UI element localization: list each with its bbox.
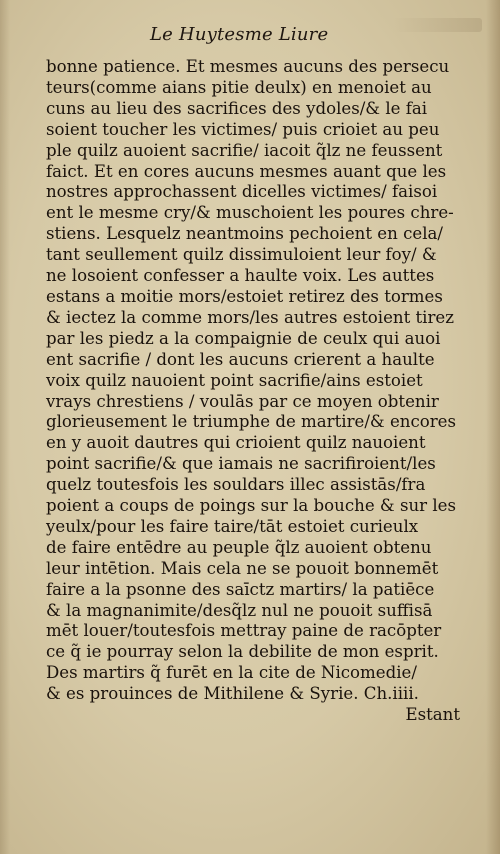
text-line: nostres approchassent dicelles victimes/ faisoi bbox=[46, 182, 438, 202]
text-line: ent sacrifie / dont les aucuns crierent a haulte bbox=[46, 349, 435, 369]
text-line: de faire entēdre au peuple q̃lz auoient obtenu bbox=[46, 537, 432, 557]
running-head: Le Huytesme Liure bbox=[150, 24, 329, 45]
text-line: & iectez la comme mors/les autres estoient tirez bbox=[46, 307, 454, 327]
chapter-heading-line: & es prouinces de Mithilene & Syrie. Ch.iiii. bbox=[46, 684, 419, 704]
text-line: par les piedz a la compaignie de ceulx qui auoi bbox=[46, 328, 441, 348]
body-text bbox=[46, 57, 466, 726]
text-line: ple quilz auoient sacrifie/ iacoit q̃lz ne feussent bbox=[46, 140, 443, 160]
text-line: point sacrifie/& que iamais ne sacrifiroient/les bbox=[46, 454, 436, 474]
text-line: voix quilz nauoient point sacrifie/ains estoiet bbox=[46, 370, 423, 390]
text-line: faire a la psonne des saīctz martirs/ la patiēce bbox=[46, 579, 435, 599]
text-line: tant seullement quilz dissimuloient leur foy/ & bbox=[46, 245, 437, 265]
catchword: Estant bbox=[405, 705, 460, 725]
text-line: faict. Et en cores aucuns mesmes auant que les bbox=[46, 161, 447, 181]
text-line: quelz toutesfois les souldars illec assistās/fra bbox=[46, 475, 426, 495]
text-line: glorieusement le triumphe de martire/& encores bbox=[46, 412, 457, 432]
text-line: leur intētion. Mais cela ne se pouoit bonnemēt bbox=[46, 558, 439, 578]
text-line: ce q̃ ie pourray selon la debilite de mon esprit. bbox=[46, 642, 439, 662]
text-line: mēt louer/toutesfois mettray paine de racōpter bbox=[46, 621, 442, 641]
text-line: estans a moitie mors/estoiet retirez des tormes bbox=[46, 286, 443, 306]
text-line: stiens. Lesquelz neantmoins pechoient en cela/ bbox=[46, 224, 443, 244]
bleed-through-mark bbox=[392, 18, 482, 32]
text-line: ent le mesme cry/& muschoient les poures chre- bbox=[46, 203, 454, 223]
text-line: en y auoit dautres qui crioient quilz nauoient bbox=[46, 433, 426, 453]
text-line: cuns au lieu des sacrifices des ydoles/& le fai bbox=[46, 98, 428, 118]
text-line: bonne patience. Et mesmes aucuns des persecu bbox=[46, 57, 450, 76]
chapter-heading-line: Des martirs q̃ furēt en la cite de Nicomedie/ bbox=[46, 663, 417, 683]
page-gutter-shadow bbox=[0, 0, 10, 854]
text-line: teurs(comme aians pitie deulx) en menoiet au bbox=[46, 77, 432, 97]
text-line: vrays chrestiens / voulās par ce moyen obtenir bbox=[46, 391, 439, 411]
text-line: ne losoient confesser a haulte voix. Les auttes bbox=[46, 266, 435, 286]
page-edge-shadow bbox=[486, 0, 500, 854]
text-line: yeulx/pour les faire taire/tāt estoiet curieulx bbox=[46, 516, 419, 536]
text-line: poient a coups de poings sur la bouche & sur les bbox=[46, 496, 457, 516]
text-line: & la magnanimite/desq̃lz nul ne pouoit suffisā bbox=[46, 600, 433, 620]
text-line: soient toucher les victimes/ puis crioiet au peu bbox=[46, 119, 440, 139]
